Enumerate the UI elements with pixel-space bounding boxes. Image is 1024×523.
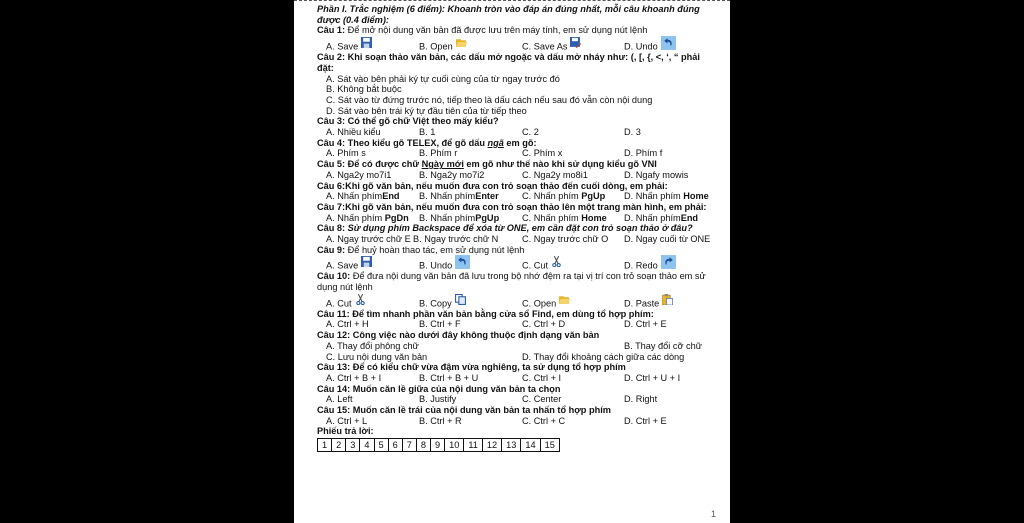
scissors-icon — [551, 256, 562, 267]
q4-option-d[interactable]: D. Phím f — [624, 148, 663, 159]
q9-option-a[interactable]: A. Save — [326, 260, 372, 271]
q15-option-c[interactable]: C. Ctrl + C — [522, 415, 566, 426]
q6-option-a[interactable]: A. Nhấn phímEnd — [326, 191, 400, 202]
question-9: Câu 9: Để huỷ hoàn thao tác, em sử dụng nút lệnh — [317, 244, 525, 255]
question-1-options — [317, 36, 717, 52]
q6-option-d[interactable]: D. Nhấn phím Home — [624, 191, 709, 202]
q7-option-c[interactable]: C. Nhấn phím Home — [522, 212, 607, 223]
question-8: Câu 8: Sử dụng phím Backspace để xóa từ ONE, em cần đặt con trỏ soạn thảo ở đâu? — [317, 223, 693, 234]
q6-option-b[interactable]: B. Nhấn phímEnter — [419, 191, 499, 202]
q14-option-b[interactable]: B. Justify — [419, 394, 457, 405]
q2-option-a[interactable]: A. Sát vào bên phải ký tự cuối cùng của từ ngay trước đó — [326, 73, 560, 84]
scissors-icon — [355, 294, 366, 305]
q3-option-a[interactable]: A. Nhiều kiểu — [326, 127, 381, 138]
q12-option-b[interactable]: B. Thay đổi cỡ chữ — [624, 340, 702, 351]
question-9-options — [317, 255, 717, 271]
paste-icon — [662, 294, 673, 305]
question-12: Câu 12: Công việc nào dưới đây không thuộc định dạng văn bản — [317, 330, 600, 341]
answer-cell[interactable]: 1 — [318, 439, 332, 452]
q10-option-a[interactable]: A. Cut — [326, 298, 366, 309]
q6-option-c[interactable]: C. Nhấn phím PgUp — [522, 191, 606, 202]
save-icon — [361, 256, 372, 267]
q13-option-a[interactable]: A. Ctrl + B + I — [326, 372, 382, 383]
q3-option-b[interactable]: B. 1 — [419, 127, 436, 138]
q1-option-a[interactable]: A. Save — [326, 41, 372, 52]
q15-option-d[interactable]: D. Ctrl + E — [624, 415, 667, 426]
answer-cell[interactable]: 11 — [464, 439, 483, 452]
question-13: Câu 13: Để có kiểu chữ vừa đậm vừa nghiêng, ta sử dụng tổ hợp phím — [317, 362, 626, 373]
exam-content — [317, 4, 717, 452]
q2-option-d[interactable]: D. Sát vào bên trái ký tự đầu tiên của từ tiếp theo — [326, 105, 527, 116]
q15-option-a[interactable]: A. Ctrl + L — [326, 415, 368, 426]
answer-cell[interactable]: 13 — [502, 439, 521, 452]
q13-option-b[interactable]: B. Ctrl + B + U — [419, 372, 479, 383]
q11-option-c[interactable]: C. Ctrl + D — [522, 319, 566, 330]
answer-cell[interactable]: 14 — [521, 439, 540, 452]
q2-option-b[interactable]: B. Không bắt buộc — [326, 84, 402, 95]
question-2: Câu 2: Khi soạn thảo văn bản, các dấu mở ngoặc và dấu mở nháy như: (, [, {, <, ‘, “ phải đặt: — [317, 52, 700, 73]
question-10-options — [317, 293, 717, 309]
question-1: Câu 1: Để mở nội dung văn bản đã được lưu trên máy tính, em sử dụng nút lệnh — [317, 25, 648, 36]
question-7-options — [317, 213, 717, 224]
q8-option-d[interactable]: D. Ngay cuối từ ONE — [624, 233, 711, 244]
question-12-options-row2 — [317, 352, 717, 363]
q14-option-a[interactable]: A. Left — [326, 394, 353, 405]
q1-option-b[interactable]: B. Open — [419, 41, 467, 52]
question-14-options — [317, 394, 717, 405]
q7-option-d[interactable]: D. Nhấn phímEnd — [624, 212, 699, 223]
answer-cell[interactable]: 12 — [482, 439, 501, 452]
question-6: Câu 6:Khi gõ văn bản, nếu muốn đưa con trỏ soạn thảo đến cuối dòng, em phải: — [317, 180, 668, 191]
q12-option-d[interactable]: D. Thay đổi khoảng cách giữa các dòng — [522, 351, 685, 362]
answer-cell[interactable]: 4 — [360, 439, 374, 452]
q14-option-c[interactable]: C. Center — [522, 394, 562, 405]
save-icon — [361, 37, 372, 48]
answer-cell[interactable]: 2 — [332, 439, 346, 452]
question-3: Câu 3: Có thể gõ chữ Việt theo mấy kiểu? — [317, 116, 499, 127]
question-11: Câu 11: Để tìm nhanh phần văn bản bằng cửa sổ Find, em dùng tổ hợp phím: — [317, 308, 654, 319]
q1-option-d[interactable]: D. Undo — [624, 38, 676, 52]
q8-option-c[interactable]: C. Ngay trước chữ O — [522, 233, 609, 244]
question-12-options-row1 — [317, 341, 717, 352]
q15-option-b[interactable]: B. Ctrl + R — [419, 415, 462, 426]
question-4-options — [317, 148, 717, 159]
answer-cell[interactable]: 6 — [388, 439, 402, 452]
q11-option-d[interactable]: D. Ctrl + E — [624, 319, 667, 330]
answer-cell[interactable]: 8 — [416, 439, 430, 452]
question-6-options — [317, 191, 717, 202]
open-folder-icon — [456, 37, 467, 48]
q10-option-b[interactable]: B. Copy — [419, 298, 466, 309]
q10-option-c[interactable]: C. Open — [522, 298, 570, 309]
q7-option-b[interactable]: B. Nhấn phímPgUp — [419, 212, 500, 223]
q5-option-c[interactable]: C. Nga2y mo8i1 — [522, 169, 588, 180]
q4-option-b[interactable]: B. Phím r — [419, 148, 458, 159]
q2-option-c[interactable]: C. Sát vào từ đứng trước nó, tiếp theo là dấu cách nếu sau đó vẫn còn nội dung — [326, 94, 653, 105]
answer-sheet-label: Phiếu trả lời: — [317, 426, 374, 437]
q5-option-b[interactable]: B. Nga2y mo7i2 — [419, 169, 485, 180]
question-11-options — [317, 319, 717, 330]
q9-option-d[interactable]: D. Redo — [624, 257, 676, 271]
question-14: Câu 14: Muốn căn lề giữa của nội dung văn bản ta chọn — [317, 383, 561, 394]
q4-option-a[interactable]: A. Phím s — [326, 148, 366, 159]
question-5: Câu 5: Để có được chữ Ngày mới em gõ như thế nào khi sử dụng kiểu gõ VNI — [317, 159, 657, 170]
q7-option-a[interactable]: A. Nhấn phím PgDn — [326, 212, 409, 223]
q13-option-d[interactable]: D. Ctrl + U + I — [624, 372, 681, 383]
answer-cell[interactable]: 9 — [431, 439, 445, 452]
question-5-options — [317, 170, 717, 181]
save-as-icon — [570, 37, 581, 48]
q4-option-c[interactable]: C. Phím x — [522, 148, 563, 159]
q13-option-c[interactable]: C. Ctrl + I — [522, 372, 562, 383]
section-title: Phần I. Trắc nghiệm (6 điểm): Khoanh tròn vào đáp án đúng nhất, mỗi câu khoanh đúng được (0.4 điểm): — [317, 4, 700, 25]
q8-option-a[interactable]: A. Ngay trước chữ E — [326, 233, 411, 244]
q3-option-c[interactable]: C. 2 — [522, 127, 539, 138]
question-13-options — [317, 373, 717, 384]
answer-cell[interactable]: 3 — [346, 439, 360, 452]
q3-option-d[interactable]: D. 3 — [624, 127, 641, 138]
redo-icon — [661, 255, 676, 269]
q9-option-c[interactable]: C. Cut — [522, 260, 562, 271]
q11-option-b[interactable]: B. Ctrl + F — [419, 319, 461, 330]
question-7: Câu 7:Khi gõ văn bản, nếu muốn đưa con trỏ soạn thảo lên một trang màn hình, em phải: — [317, 201, 707, 212]
answer-cell[interactable]: 10 — [445, 439, 464, 452]
q12-option-c[interactable]: C. Lưu nội dung văn bản — [326, 351, 428, 362]
document-page — [294, 0, 730, 523]
question-3-options — [317, 127, 717, 138]
answer-cell[interactable]: 5 — [374, 439, 388, 452]
q10-option-d[interactable]: D. Paste — [624, 298, 673, 309]
q1-option-c[interactable]: C. Save As — [522, 41, 581, 52]
answer-cell[interactable]: 7 — [402, 439, 416, 452]
q12-option-a[interactable]: A. Thay đổi phông chữ — [326, 340, 419, 351]
q5-option-d[interactable]: D. Ngafy mowis — [624, 169, 689, 180]
q14-option-d[interactable]: D. Right — [624, 394, 658, 405]
answer-cell[interactable]: 15 — [540, 439, 559, 452]
q11-option-a[interactable]: A. Ctrl + H — [326, 319, 369, 330]
undo-icon — [455, 255, 470, 269]
q8-option-b[interactable]: B. Ngay trước chữ N — [413, 233, 499, 244]
q9-option-b[interactable]: B. Undo — [419, 257, 470, 271]
page-number: 1 — [710, 509, 716, 519]
q5-option-a[interactable]: A. Nga2y mo7i1 — [326, 169, 392, 180]
answer-sheet-row — [318, 439, 560, 452]
question-15: Câu 15: Muốn căn lề trái của nội dung văn bản ta nhấn tổ hợp phím — [317, 405, 611, 416]
question-10: Câu 10: Để đưa nội dung văn bản đã lưu trong bộ nhớ đệm ra tại vị trí con trỏ soạn thảo em sử dụng nút lệnh — [317, 271, 706, 293]
question-15-options — [317, 416, 717, 427]
copy-icon — [455, 294, 466, 305]
question-8-options — [317, 234, 717, 245]
open-folder-icon — [559, 294, 570, 305]
undo-icon — [661, 36, 676, 50]
answer-sheet-table — [317, 438, 560, 452]
question-4: Câu 4: Theo kiểu gõ TELEX, để gõ dấu ngã em gõ: — [317, 137, 537, 148]
